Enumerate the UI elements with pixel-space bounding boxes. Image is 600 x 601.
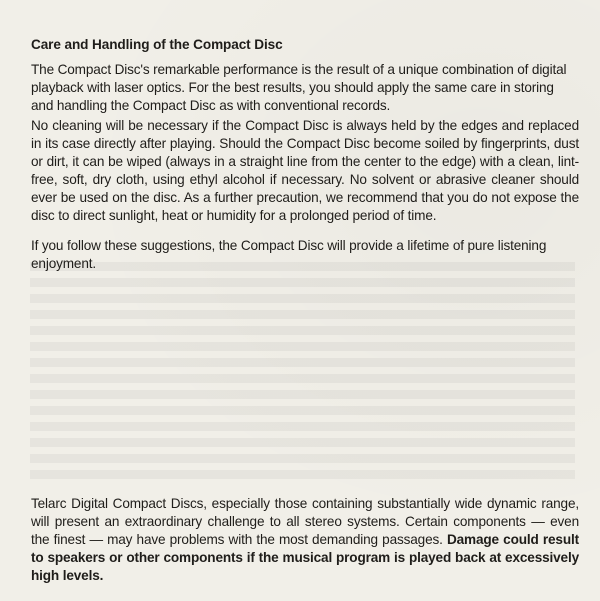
warning-text: Telarc Digital Compact Discs, especially those containing substantially wide dynamic range, will present an extraordinary challenge to all stereo systems. Certain components — even the finest — may have problems with the most demanding passages. xyxy=(31,496,579,547)
paragraph-intro: The Compact Disc's remarkable performance is the result of a unique combination of digital playback with laser optics. For the best results, you should apply the same care in storing and handling the Compact Disc as with conventional records. xyxy=(31,62,567,113)
section-heading: Care and Handling of the Compact Disc xyxy=(31,37,283,52)
paragraph-cleaning: No cleaning will be necessary if the Compact Disc is always held by the edges and replaced in its case directly after playing. Should the Compact Disc become soiled by fingerprints, dust or dirt, it can be wiped (always in a straight line from the center to the edge) with a clean, lint-free, soft, dry cloth, using ethyl alcohol if necessary. No solvent or abrasive cleaner should ever be used on the disc. As a further precaution, we recommend that you do not expose the disc to direct sunlight, heat or humidity for a prolonged period of time. xyxy=(31,118,579,223)
paragraph-warning xyxy=(31,495,579,585)
paragraph-suggestions: If you follow these suggestions, the Compact Disc will provide a lifetime of pure listening enjoyment. xyxy=(31,238,547,271)
show-through-text xyxy=(30,262,575,482)
warning-bold-text: Damage could result to speakers or other components if the musical program is played back at excessively high levels. xyxy=(31,532,580,583)
